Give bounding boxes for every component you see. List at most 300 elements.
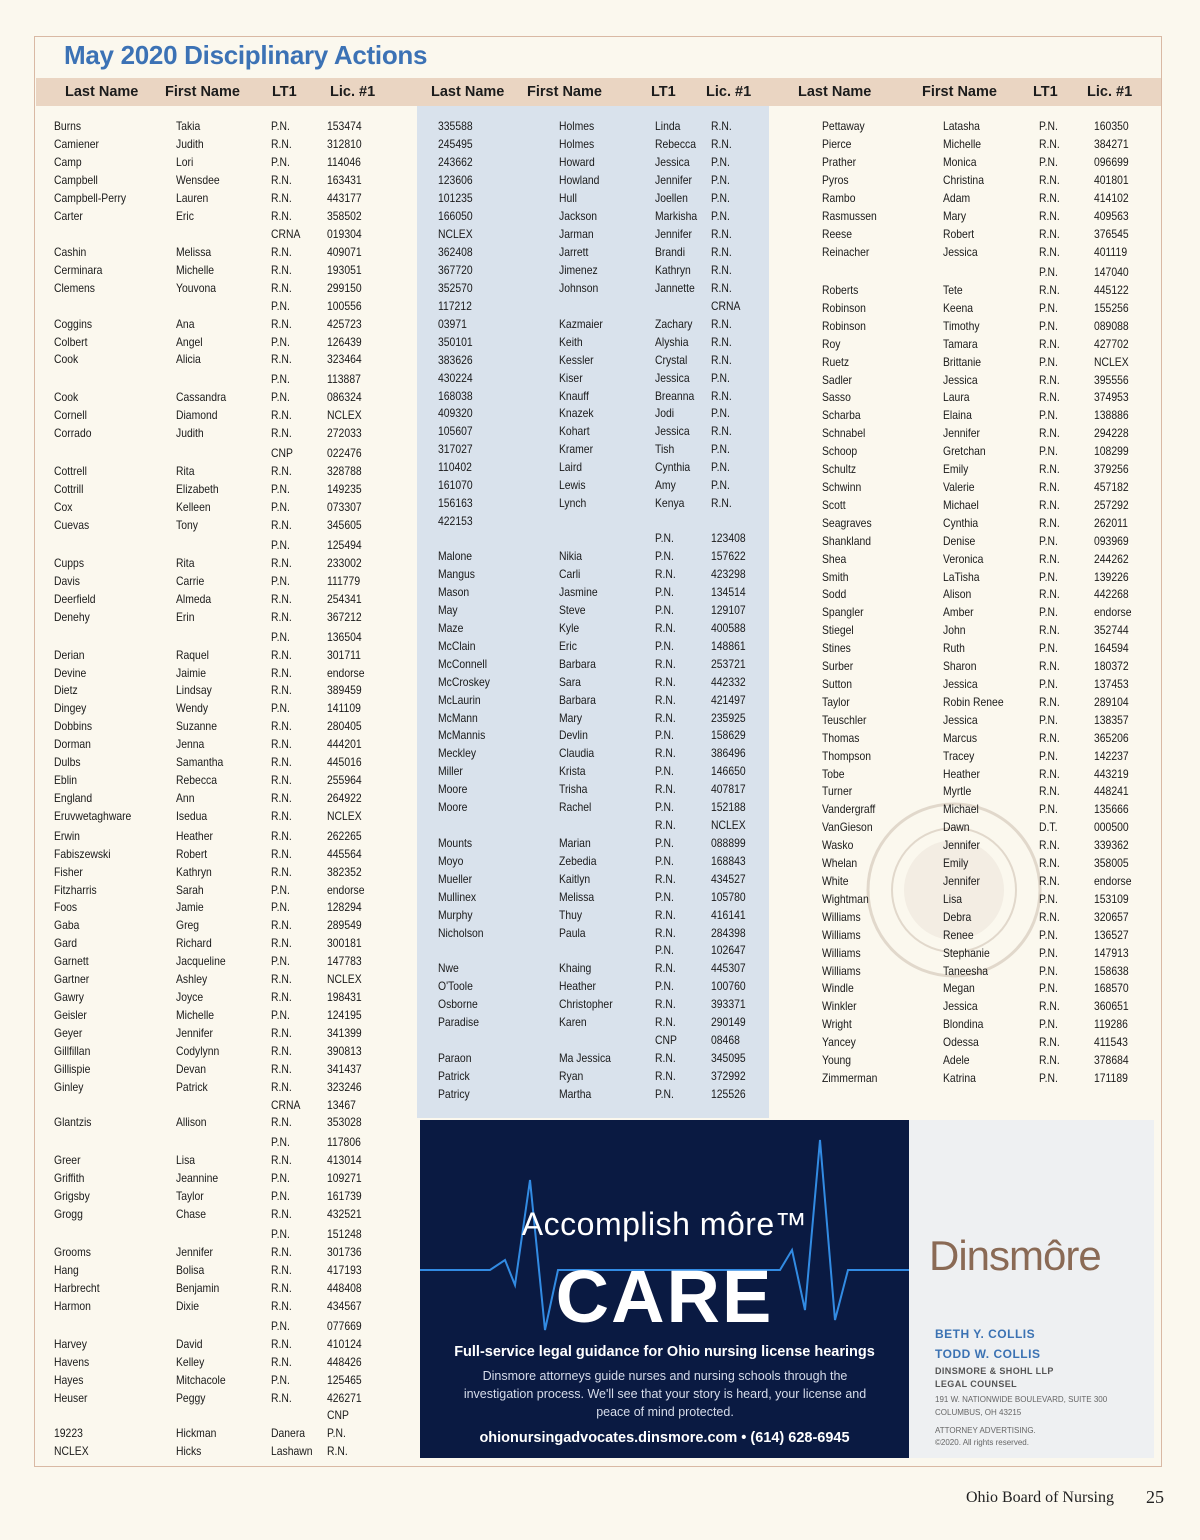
cell-lic: 161739 [327, 1189, 362, 1203]
cell-last-name: 19223 [54, 1426, 83, 1440]
cell-last-name: Devine [54, 666, 87, 680]
cell-first-name: Hickman [176, 1426, 217, 1440]
cell-lic: 128294 [327, 900, 362, 914]
cell-first-name: Nikia [559, 549, 583, 563]
cell-lic: 352744 [1094, 623, 1129, 637]
cell-last-name: 352570 [438, 281, 473, 295]
cell-first-name: Wensdee [176, 173, 220, 187]
cell-first-name: Stephanie [943, 946, 990, 960]
cell-first-name: Michelle [176, 263, 215, 277]
cell-lic: P.N. [327, 1426, 346, 1440]
cell-last-name: Harvey [54, 1337, 87, 1351]
cell-first-name: Suzanne [176, 719, 217, 733]
cell-lt1: R.N. [655, 1015, 676, 1029]
cell-lt1: P.N. [655, 854, 674, 868]
cell-lt1: R.N. [655, 657, 676, 671]
cell-lt1: P.N. [655, 549, 674, 563]
cell-lic: 13467 [327, 1098, 356, 1112]
cell-lic: 000500 [1094, 820, 1129, 834]
cell-last-name: Spangler [822, 605, 864, 619]
cell-lt1: R.N. [655, 961, 676, 975]
cell-first-name: Brittanie [943, 355, 982, 369]
cell-lt1: P.N. [1039, 1017, 1058, 1031]
cell-first-name: Peggy [176, 1391, 206, 1405]
cell-first-name: Zebedia [559, 854, 597, 868]
cell-first-name: Barbara [559, 693, 596, 707]
cell-last-name: Ginley [54, 1080, 84, 1094]
cell-first-name: Devlin [559, 728, 588, 742]
header-first-name: First Name [922, 84, 997, 100]
cell-last-name: Cashin [54, 245, 87, 259]
cell-lic: 444201 [327, 737, 362, 751]
cell-last-name: Gaba [54, 918, 80, 932]
cell-lt1: R.N. [1039, 390, 1060, 404]
cell-lic: 125494 [327, 538, 362, 552]
cell-lic: 138886 [1094, 408, 1129, 422]
cell-first-name: Ashley [176, 972, 208, 986]
cell-lic: endorse [1094, 605, 1132, 619]
cell-first-name: Ana [176, 317, 195, 331]
cell-lt1: R.N. [655, 818, 676, 832]
cell-last-name: Mounts [438, 836, 473, 850]
cell-lic: 443219 [1094, 767, 1129, 781]
firm-address: 191 W. NATIONWIDE BOULEVARD, SUITE 300 [935, 1395, 1108, 1404]
cell-last-name: McCroskey [438, 675, 490, 689]
cell-lic: 147913 [1094, 946, 1129, 960]
dinsmore-logo: Dinsmôre [929, 1232, 1101, 1279]
cell-last-name: Sutton [822, 677, 853, 691]
cell-lt1: P.N. [1039, 444, 1058, 458]
cell-last-name: NCLEX [54, 1444, 89, 1458]
page-title: May 2020 Disciplinary Actions [64, 40, 428, 70]
cell-lt1: R.N. [271, 791, 292, 805]
cell-lic: 389459 [327, 683, 362, 697]
cell-last-name: 101235 [438, 191, 473, 205]
cell-last-name: Ruetz [822, 355, 850, 369]
cell-first-name: Veronica [943, 552, 984, 566]
cell-lt1: P.N. [1039, 605, 1058, 619]
cell-last-name: Moore [438, 782, 468, 796]
cell-last-name: Coggins [54, 317, 93, 331]
cell-lic: 262265 [327, 829, 362, 843]
cell-last-name: Vandergraff [822, 802, 876, 816]
cell-last-name: Fitzharris [54, 883, 97, 897]
cell-first-name: Kathryn [176, 865, 212, 879]
cell-lt1: R.N. [271, 773, 292, 787]
cell-lic: 425723 [327, 317, 362, 331]
cell-last-name: Sodd [822, 587, 847, 601]
cell-lic: R.N. [711, 263, 732, 277]
cell-lt1: R.N. [655, 872, 676, 886]
cell-first-name: Karen [559, 1015, 587, 1029]
cell-lt1: R.N. [271, 847, 292, 861]
cell-first-name: Katrina [943, 1071, 976, 1085]
cell-lic: endorse [1094, 874, 1132, 888]
cell-lt1: R.N. [271, 1044, 292, 1058]
cell-last-name: 245495 [438, 137, 473, 151]
cell-lic: 384271 [1094, 137, 1129, 151]
cell-first-name: Chase [176, 1207, 207, 1221]
cell-last-name: Cox [54, 500, 73, 514]
cell-lic: 365206 [1094, 731, 1129, 745]
cell-lt1: R.N. [655, 782, 676, 796]
cell-last-name: Winkler [822, 999, 857, 1013]
cell-lt1: R.N. [271, 1299, 292, 1313]
cell-first-name: Debra [943, 910, 972, 924]
cell-lt1: R.N. [1039, 245, 1060, 259]
cell-lt1: R.N. [655, 926, 676, 940]
cell-first-name: Amber [943, 605, 974, 619]
cell-last-name: Camiener [54, 137, 100, 151]
cell-first-name: Jenna [176, 737, 205, 751]
cell-first-name: Eric [176, 209, 194, 223]
cell-first-name: Lori [176, 155, 194, 169]
cell-lt1: P.N. [271, 883, 290, 897]
header-last-name: Last Name [65, 84, 139, 100]
cell-last-name: Wright [822, 1017, 852, 1031]
cell-first-name: Kohart [559, 424, 590, 438]
cell-lt1: P.N. [655, 836, 674, 850]
cell-first-name: Knauff [559, 389, 589, 403]
cell-last-name: 156163 [438, 496, 473, 510]
cell-lt1: Joellen [655, 191, 688, 205]
cell-lt1: Alyshia [655, 335, 689, 349]
cell-first-name: Michelle [176, 1008, 215, 1022]
cell-lt1: R.N. [1039, 137, 1060, 151]
cell-lt1: R.N. [1039, 516, 1060, 530]
cell-first-name: Judith [176, 426, 204, 440]
cell-lt1: R.N. [271, 809, 292, 823]
cell-last-name: 422153 [438, 514, 473, 528]
cell-lic: 395556 [1094, 373, 1129, 387]
cell-lic: 442332 [711, 675, 746, 689]
cell-first-name: Ann [176, 791, 195, 805]
cell-lic: 123408 [711, 531, 746, 545]
cell-last-name: Camp [54, 155, 82, 169]
header-lt1: LT1 [272, 84, 297, 100]
cell-lt1: R.N. [655, 711, 676, 725]
cell-lic: 341399 [327, 1026, 362, 1040]
cell-lic: 164594 [1094, 641, 1129, 655]
cell-lic: 376545 [1094, 227, 1129, 241]
cell-first-name: Allison [176, 1115, 207, 1129]
cell-first-name: Jackson [559, 209, 598, 223]
ad-contact[interactable]: ohionursingadvocates.dinsmore.com • (614) 628-6945 [479, 1430, 850, 1446]
cell-lt1: Crystal [655, 353, 688, 367]
cell-last-name: Robinson [822, 301, 866, 315]
cell-lt1: P.N. [1039, 964, 1058, 978]
cell-lic: 135666 [1094, 802, 1129, 816]
cell-last-name: Moore [438, 800, 468, 814]
cell-lic: 393371 [711, 997, 746, 1011]
cell-lt1: P.N. [1039, 301, 1058, 315]
cell-first-name: Barbara [559, 657, 596, 671]
cell-first-name: Kelley [176, 1355, 205, 1369]
cell-last-name: Gillfillan [54, 1044, 91, 1058]
page-number: 25 [1146, 1487, 1164, 1507]
cell-lic: 401119 [1094, 245, 1128, 259]
cell-first-name: Samantha [176, 755, 224, 769]
cell-lic: R.N. [711, 353, 732, 367]
cell-lt1: P.N. [655, 764, 674, 778]
cell-first-name: Carrie [176, 574, 205, 588]
cell-lic: P.N. [711, 155, 730, 169]
header-lic: Lic. #1 [330, 84, 376, 100]
cell-last-name: Dingey [54, 701, 87, 715]
cell-last-name: 367720 [438, 263, 473, 277]
cell-first-name: Michelle [943, 137, 982, 151]
cell-first-name: Bolisa [176, 1263, 205, 1277]
cell-lic: 284398 [711, 926, 746, 940]
cell-lt1: P.N. [271, 1189, 290, 1203]
cell-lt1: P.N. [1039, 1071, 1058, 1085]
cell-last-name: Pierce [822, 137, 852, 151]
cell-last-name: Geisler [54, 1008, 87, 1022]
cell-lic: 022476 [327, 446, 362, 460]
cell-lt1: R.N. [1039, 173, 1060, 187]
cell-lt1: R.N. [1039, 1035, 1060, 1049]
cell-lt1: P.N. [655, 943, 674, 957]
cell-lic: P.N. [711, 371, 730, 385]
cell-lt1: R.N. [271, 245, 292, 259]
cell-lic: 153109 [1094, 892, 1129, 906]
cell-first-name: Gretchan [943, 444, 986, 458]
cell-lt1: P.N. [271, 538, 290, 552]
cell-lt1: P.N. [271, 1171, 290, 1185]
cell-lic: 108299 [1094, 444, 1129, 458]
cell-lic: 113887 [327, 372, 361, 386]
cell-lic: 312810 [327, 137, 362, 151]
cell-lic: 139226 [1094, 570, 1129, 584]
cell-last-name: Hang [54, 1263, 79, 1277]
cell-last-name: Campbell-Perry [54, 191, 127, 205]
cell-lt1: R.N. [271, 755, 292, 769]
cell-lt1: R.N. [271, 990, 292, 1004]
cell-last-name: Cornell [54, 408, 87, 422]
cell-lt1: P.N. [271, 900, 290, 914]
cell-first-name: Kyle [559, 621, 580, 635]
cell-last-name: Grooms [54, 1245, 91, 1259]
cell-first-name: Megan [943, 981, 975, 995]
cell-lt1: R.N. [271, 137, 292, 151]
cell-last-name: Gawry [54, 990, 85, 1004]
ad-body: Dinsmore attorneys guide nurses and nursing schools through the investigation process. We'll see that your story is heard, your license and peace of mind protected. [463, 1369, 867, 1419]
cell-lic: 400588 [711, 621, 746, 635]
cell-last-name: Stines [822, 641, 851, 655]
cell-lt1: P.N. [271, 155, 290, 169]
cell-lic: 445122 [1094, 283, 1129, 297]
cell-first-name: Christina [943, 173, 984, 187]
cell-lic: 367212 [327, 610, 362, 624]
cell-lt1: P.N. [1039, 641, 1058, 655]
cell-lic: 414102 [1094, 191, 1129, 205]
cell-lic: NCLEX [327, 408, 362, 422]
cell-last-name: Sasso [822, 390, 851, 404]
cell-lt1: R.N. [655, 997, 676, 1011]
cell-lic: 136504 [327, 630, 362, 644]
cell-lic: NCLEX [327, 809, 362, 823]
cell-lic: 358005 [1094, 856, 1129, 870]
cell-lt1: R.N. [655, 1051, 676, 1065]
cell-lt1: Jodi [655, 406, 675, 420]
cell-lt1: R.N. [271, 737, 292, 751]
cell-lt1: P.N. [271, 299, 290, 313]
cell-lt1: P.N. [271, 1319, 290, 1333]
cell-lt1: R.N. [1039, 426, 1060, 440]
cell-first-name: Timothy [943, 319, 980, 333]
cell-first-name: Lauren [176, 191, 209, 205]
cell-last-name: Scott [822, 498, 846, 512]
cell-lic: 233002 [327, 556, 362, 570]
cell-first-name: Rachel [559, 800, 592, 814]
cell-lic: 198431 [327, 990, 362, 1004]
cell-lt1: P.N. [655, 639, 674, 653]
cell-lic: 445564 [327, 847, 362, 861]
cell-first-name: Jessica [943, 713, 978, 727]
cell-lt1: P.N. [271, 335, 290, 349]
cell-first-name: Lindsay [176, 683, 212, 697]
cell-lt1: P.N. [271, 701, 290, 715]
cell-lic: 171189 [1094, 1071, 1128, 1085]
cell-lt1: P.N. [655, 531, 674, 545]
cell-last-name: 430224 [438, 371, 473, 385]
cell-last-name: 350101 [438, 335, 473, 349]
cell-last-name: England [54, 791, 93, 805]
cell-lic: 129107 [711, 603, 746, 617]
cell-lt1: P.N. [271, 372, 290, 386]
cell-lt1: P.N. [1039, 570, 1058, 584]
cell-first-name: Michael [943, 802, 979, 816]
cell-last-name: Foos [54, 900, 78, 914]
cell-lic: 077669 [327, 1319, 362, 1333]
cell-lic: 421497 [711, 693, 746, 707]
cell-lt1: CRNA [271, 1098, 301, 1112]
cell-lic: 086324 [327, 390, 362, 404]
cell-lic: 137453 [1094, 677, 1129, 691]
cell-last-name: NCLEX [438, 227, 473, 241]
cell-lt1: P.N. [1039, 749, 1058, 763]
cell-lt1: P.N. [655, 585, 674, 599]
cell-first-name: Jarman [559, 227, 594, 241]
cell-last-name: McMann [438, 711, 478, 725]
cell-last-name: Patrick [438, 1069, 470, 1083]
cell-first-name: Jennifer [176, 1245, 213, 1259]
cell-first-name: Monica [943, 155, 977, 169]
cell-lic: 153474 [327, 119, 362, 133]
cell-lic: 328788 [327, 464, 362, 478]
cell-lic: 442268 [1094, 587, 1129, 601]
cell-lt1: P.N. [655, 603, 674, 617]
cell-first-name: Isedua [176, 809, 208, 823]
cell-lic: 301736 [327, 1245, 362, 1259]
cell-lt1: P.N. [655, 728, 674, 742]
cell-first-name: Heather [943, 767, 980, 781]
cell-lt1: R.N. [271, 191, 292, 205]
cell-lic: endorse [327, 883, 365, 897]
cell-first-name: Howard [559, 155, 595, 169]
cell-first-name: Richard [176, 936, 212, 950]
cell-lic: 426271 [327, 1391, 362, 1405]
firm-address: COLUMBUS, OH 43215 [935, 1408, 1022, 1417]
cell-lic: 374953 [1094, 390, 1129, 404]
cell-first-name: Sharon [943, 659, 977, 673]
cell-lic: P.N. [711, 460, 730, 474]
cell-first-name: Mitchacole [176, 1373, 226, 1387]
cell-lic: 341437 [327, 1062, 362, 1076]
cell-lt1: R.N. [1039, 462, 1060, 476]
cell-lt1: Lashawn [271, 1444, 313, 1458]
cell-last-name: Schwinn [822, 480, 862, 494]
cell-lic: 448241 [1094, 784, 1129, 798]
attorney-name: BETH Y. COLLIS [935, 1327, 1036, 1341]
cell-lic: 168843 [711, 854, 746, 868]
cell-first-name: Johnson [559, 281, 599, 295]
cell-lic: R.N. [711, 424, 732, 438]
dinsmore-advertisement [420, 1120, 909, 1458]
cell-lic: 111779 [327, 574, 361, 588]
cell-last-name: Cook [54, 390, 79, 404]
cell-lic: CRNA [711, 299, 741, 313]
cell-lic: 372992 [711, 1069, 746, 1083]
cell-first-name: Cynthia [943, 516, 979, 530]
cell-first-name: Robert [943, 227, 975, 241]
cell-last-name: Taylor [822, 695, 850, 709]
cell-last-name: Windle [822, 981, 854, 995]
cell-first-name: Michael [943, 498, 979, 512]
cell-first-name: Jennifer [943, 874, 980, 888]
cell-first-name: John [943, 623, 966, 637]
cell-last-name: Mueller [438, 872, 473, 886]
header-lt1: LT1 [651, 84, 676, 100]
header-last-name: Last Name [798, 84, 872, 100]
cell-first-name: Martha [559, 1087, 592, 1101]
cell-lic: 410124 [327, 1337, 362, 1351]
cell-lt1: P.N. [271, 1227, 290, 1241]
cell-lic: 134514 [711, 585, 746, 599]
cell-first-name: Myrtle [943, 784, 972, 798]
cell-first-name: Jessica [943, 677, 978, 691]
cell-last-name: Denehy [54, 610, 90, 624]
cell-lic: 448408 [327, 1281, 362, 1295]
cell-lt1: Breanna [655, 389, 695, 403]
cell-lt1: R.N. [271, 666, 292, 680]
cell-last-name: 110402 [438, 460, 472, 474]
cell-lt1: R.N. [271, 1026, 292, 1040]
cell-first-name: Laura [943, 390, 970, 404]
cell-first-name: Erin [176, 610, 195, 624]
ad-disclaimer: ATTORNEY ADVERTISING. [935, 1426, 1036, 1435]
cell-last-name: Harbrecht [54, 1281, 100, 1295]
cell-first-name: Wendy [176, 701, 209, 715]
cell-last-name: Williams [822, 928, 861, 942]
cell-first-name: Taneesha [943, 964, 989, 978]
cell-lic: 109271 [327, 1171, 362, 1185]
cell-lic: 142237 [1094, 749, 1129, 763]
cell-lic: 379256 [1094, 462, 1129, 476]
cell-lic: 401801 [1094, 173, 1129, 187]
cell-first-name: Christopher [559, 997, 613, 1011]
cell-lic: 117806 [327, 1135, 361, 1149]
cell-lt1: R.N. [271, 610, 292, 624]
cell-last-name: Eblin [54, 773, 78, 787]
cell-last-name: Fabiszewski [54, 847, 111, 861]
ad-disclaimer: ©2020. All rights reserved. [935, 1438, 1029, 1447]
cell-lt1: R.N. [271, 1080, 292, 1094]
cell-lt1: P.N. [1039, 119, 1058, 133]
cell-first-name: Ryan [559, 1069, 584, 1083]
cell-last-name: Dorman [54, 737, 91, 751]
firm-role: LEGAL COUNSEL [935, 1379, 1018, 1389]
